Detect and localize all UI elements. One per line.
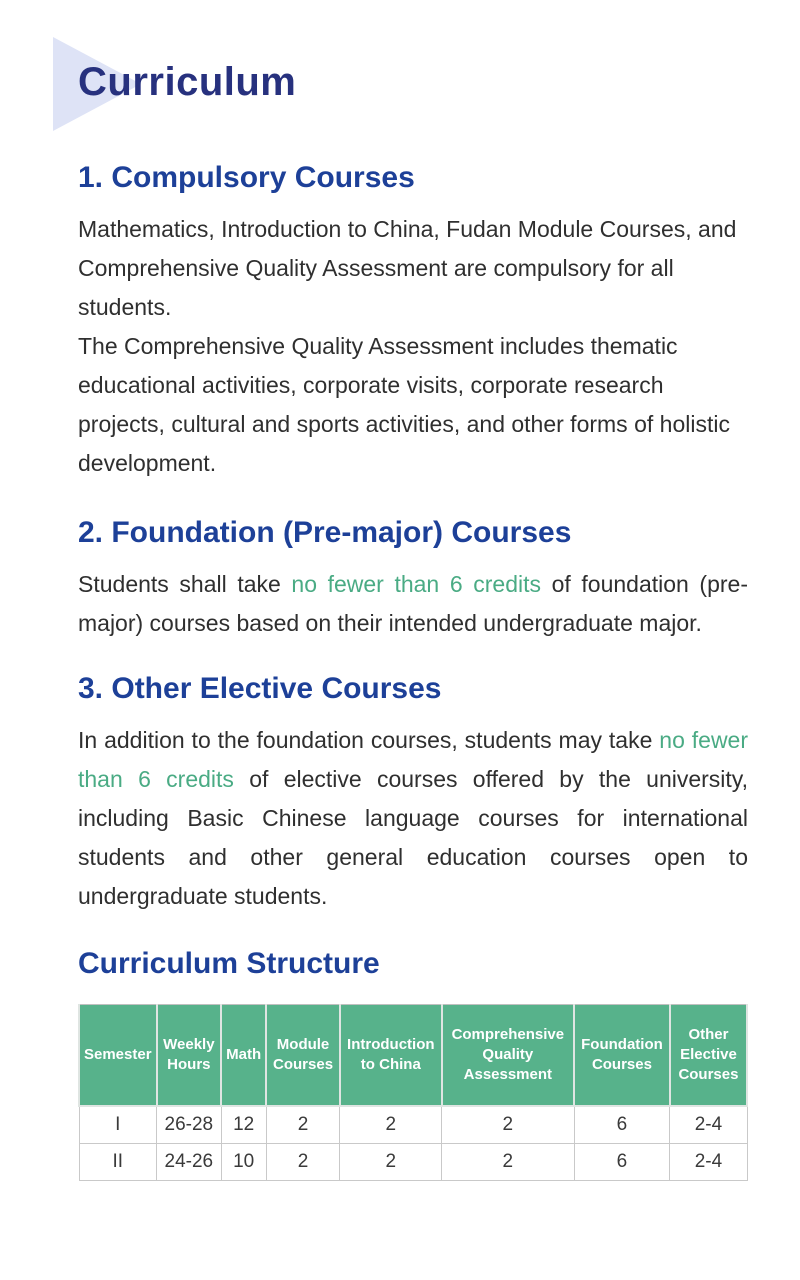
table-row-semester-2 <box>79 1143 747 1180</box>
text-segment: In addition to the foundation courses, students may take <box>78 727 660 753</box>
section-3-heading: 3. Other Elective Courses <box>78 672 442 705</box>
table-header <box>79 1005 747 1107</box>
section-1-paragraph-2: The Comprehensive Quality Assessment includes thematic educational activities, corporate visits, corporate research projects, cultural and sports activities, and other forms of holistic development. <box>78 333 730 476</box>
col-header-foundation-courses: Foundation Courses <box>574 1005 670 1107</box>
curriculum-structure-table <box>78 1004 748 1181</box>
accent-text: no fewer than 6 credits <box>78 727 749 792</box>
section-3-paragraph <box>78 721 748 916</box>
cell-other-elective-courses: 2-4 <box>670 1106 747 1143</box>
col-header-weekly-hours: Weekly Hours <box>157 1005 222 1107</box>
col-header-comprehensive-quality-assessment: Comprehensive Quality Assessment <box>442 1005 574 1107</box>
cell-weekly-hours: 24-26 <box>157 1143 222 1180</box>
col-header-other-elective-courses: Other Elective Courses <box>670 1005 747 1107</box>
col-header-module-courses: Module Courses <box>266 1005 340 1107</box>
section-1-heading: 1. Compulsory Courses <box>78 161 415 194</box>
cell-other-elective-courses: 2-4 <box>670 1143 747 1180</box>
cell-comprehensive-quality-assessment: 2 <box>442 1143 574 1180</box>
section-compulsory-courses <box>78 158 748 483</box>
cell-foundation-courses: 6 <box>574 1143 670 1180</box>
cell-comprehensive-quality-assessment: 2 <box>442 1106 574 1143</box>
cell-module-courses: 2 <box>266 1106 340 1143</box>
cell-semester: II <box>79 1143 157 1180</box>
cell-semester: I <box>79 1106 157 1143</box>
text-segment: Students shall take <box>78 571 292 597</box>
accent-text: no fewer than 6 credits <box>291 571 541 597</box>
col-header-semester: Semester <box>79 1005 157 1107</box>
col-header-math: Math <box>221 1005 266 1107</box>
cell-weekly-hours: 26-28 <box>157 1106 222 1143</box>
cell-introduction-to-china: 2 <box>340 1143 442 1180</box>
table-row-semester-1 <box>79 1106 747 1143</box>
cell-math: 12 <box>221 1106 266 1143</box>
col-header-introduction-to-china: Introduction to China <box>340 1005 442 1107</box>
cell-module-courses: 2 <box>266 1143 340 1180</box>
page-title: Curriculum <box>78 60 297 104</box>
page-header <box>78 0 748 106</box>
text-segment: of foundation (pre-major) courses based on their intended undergraduate major. <box>78 571 748 636</box>
section-foundation-courses <box>78 513 748 643</box>
curriculum-structure-heading: Curriculum Structure <box>78 947 380 980</box>
table-body <box>79 1106 747 1180</box>
section-curriculum-structure <box>78 944 748 1181</box>
text-segment: of elective courses offered by the university, including Basic Chinese language courses for international students and other general education courses open to undergraduate students. <box>78 766 748 909</box>
table-header-row <box>79 1005 747 1107</box>
section-other-elective-courses <box>78 669 748 916</box>
section-1-paragraph-1: Mathematics, Introduction to China, Fudan Module Courses, and Comprehensive Quality Assessment are compulsory for all students. <box>78 216 737 320</box>
section-2-paragraph <box>78 565 748 643</box>
cell-math: 10 <box>221 1143 266 1180</box>
section-2-heading: 2. Foundation (Pre-major) Courses <box>78 516 572 549</box>
cell-foundation-courses: 6 <box>574 1106 670 1143</box>
cell-introduction-to-china: 2 <box>340 1106 442 1143</box>
